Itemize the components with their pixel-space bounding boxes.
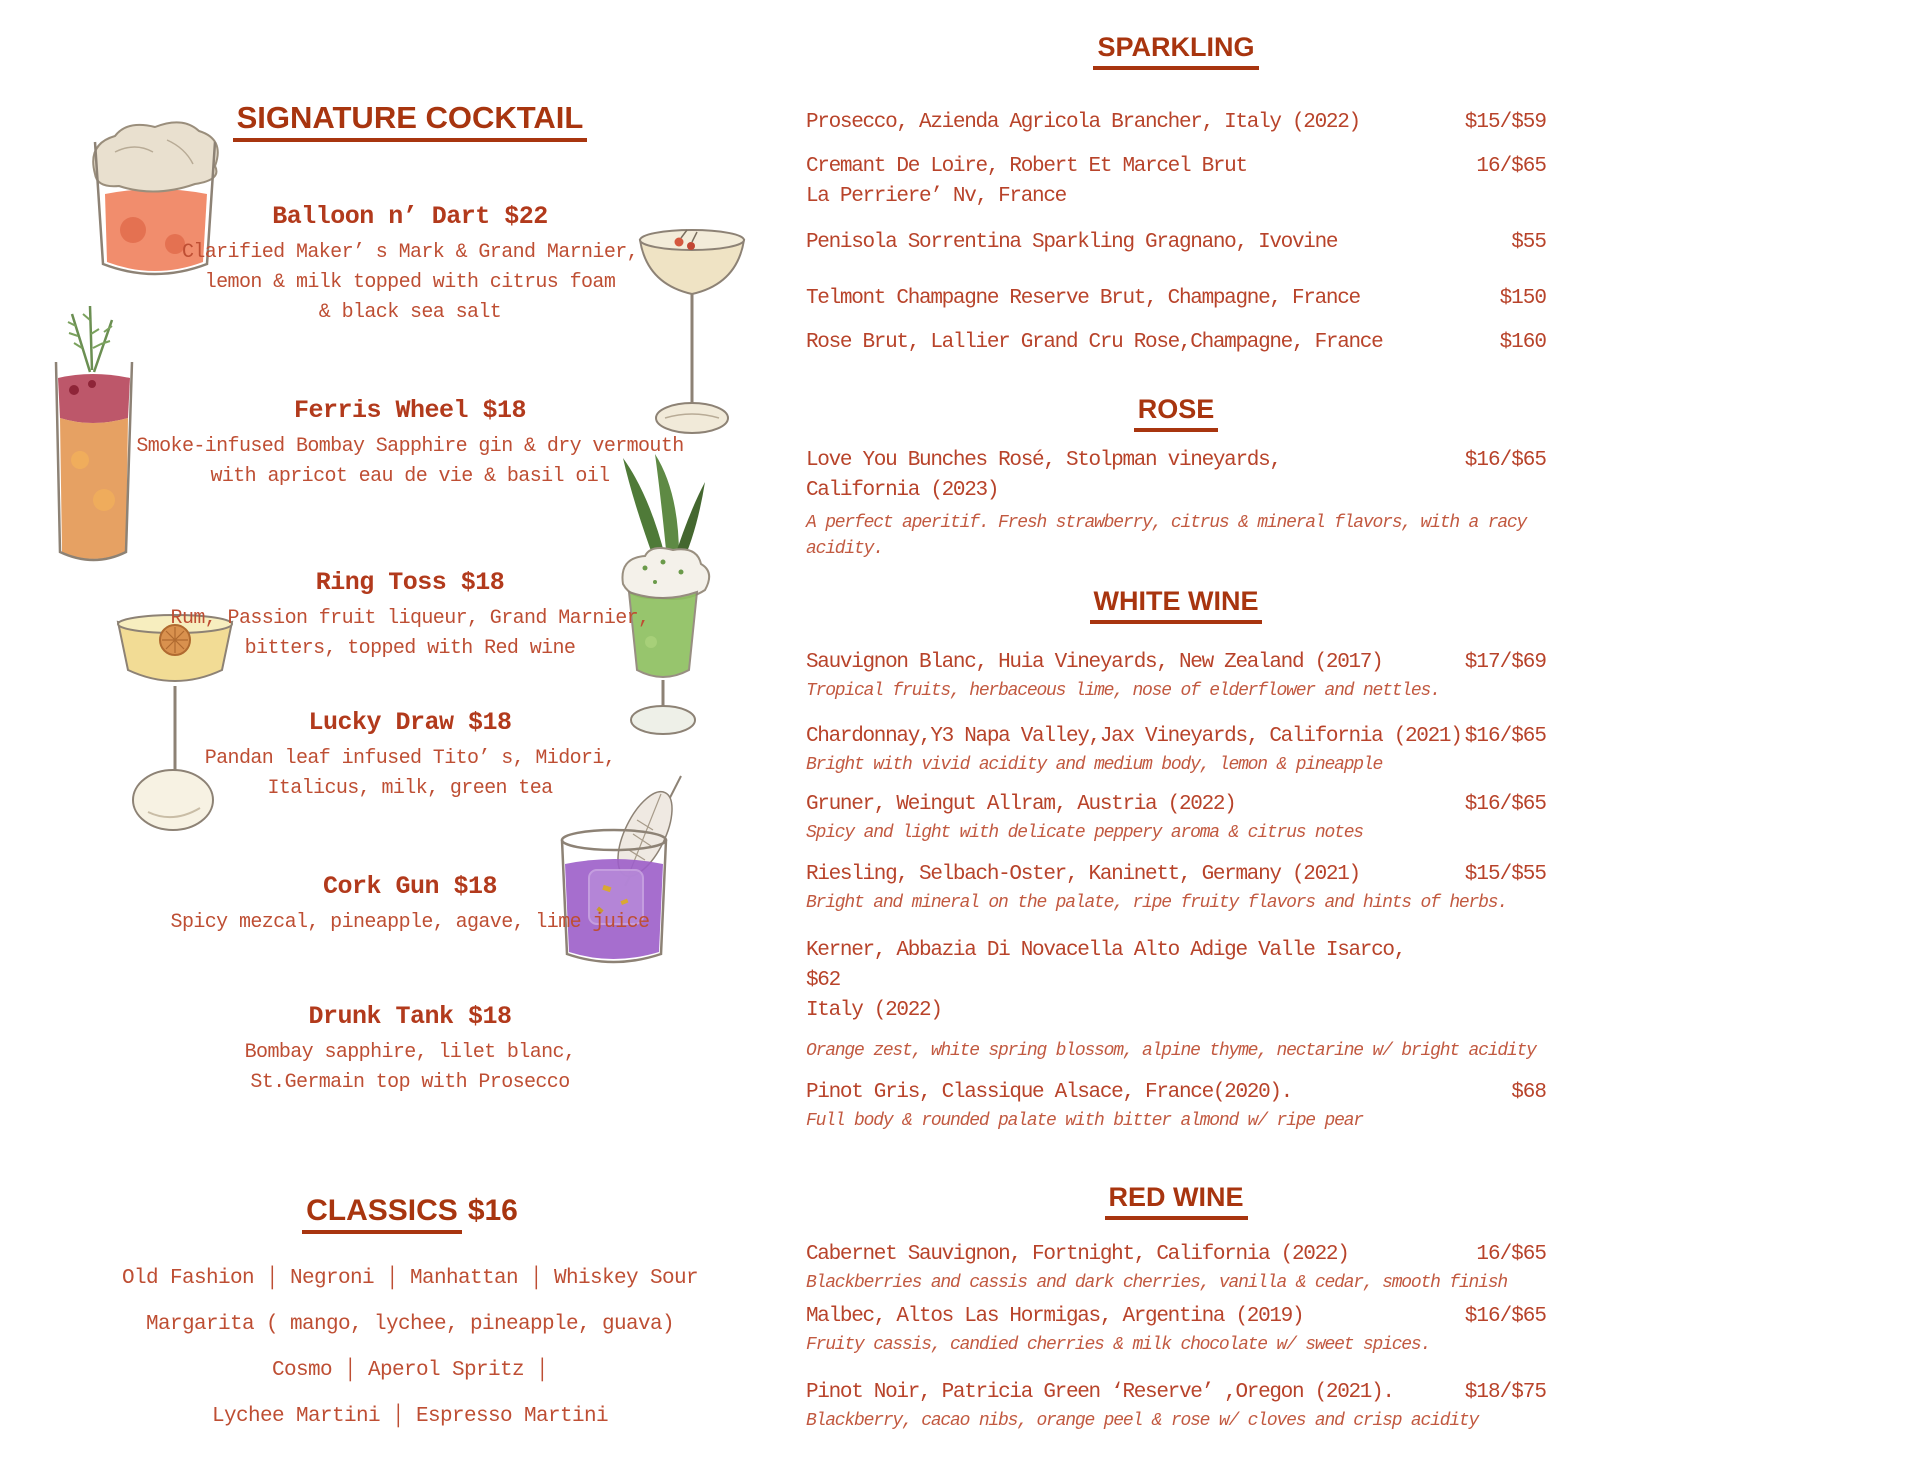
cocktail-description-line: Smoke-infused Bombay Sapphire gin & dry vermouth: [136, 435, 684, 458]
wine-description: Spicy and light with delicate peppery aroma & citrus notes: [806, 823, 1363, 843]
wine-name-line: La Perriere’ Nv, France: [806, 185, 1066, 208]
wine-price: $15/$55: [1464, 863, 1546, 886]
wine-row: [806, 722, 1546, 752]
wine-row: [806, 790, 1546, 820]
rose-heading-text: ROSE: [1134, 392, 1219, 432]
classics-list: [60, 1256, 760, 1440]
wine-row: [806, 228, 1546, 258]
cocktail-item-balloon-n-dart: [60, 200, 760, 328]
wine-description: Blackberries and cassis and dark cherries, vanilla & cedar, smooth finish: [806, 1273, 1507, 1293]
wine-row: [806, 936, 1546, 1026]
wine-row: [806, 152, 1546, 212]
classics-line: Lychee Martini │ Espresso Martini: [211, 1405, 609, 1428]
cocktail-item-drunk-tank: [60, 1000, 760, 1098]
red-wine-heading: [806, 1180, 1546, 1220]
wine-description: Tropical fruits, herbaceous lime, nose of elderflower and nettles.: [806, 681, 1440, 701]
white-wine-heading-text: WHITE WINE: [1090, 584, 1263, 624]
wine-row: [806, 1378, 1546, 1408]
signature-cocktail-heading-text: SIGNATURE COCKTAIL: [233, 100, 588, 142]
cocktail-description: [60, 908, 760, 938]
wine-name: [806, 108, 1360, 138]
classics-line: Old Fashion │ Negroni │ Manhattan │ Whiskey Sour: [121, 1267, 699, 1290]
signature-cocktail-column: [60, 0, 760, 1440]
cocktail-name: Ring Toss $18: [315, 568, 505, 597]
classics-price: $16: [467, 1194, 518, 1227]
cocktail-item-ring-toss: [60, 566, 760, 664]
wine-description: [806, 510, 1546, 562]
cocktail-item-cork-gun: [60, 870, 760, 938]
cocktail-description-line: Pandan leaf infused Tito’ s, Midori,: [204, 747, 616, 770]
wine-name: [806, 446, 1281, 506]
white-wine-heading: [806, 584, 1546, 624]
wine-name-line: Prosecco, Azienda Agricola Brancher, Italy (2022): [806, 111, 1360, 134]
wine-row: [806, 284, 1546, 314]
wine-name-line: California (2023): [806, 479, 999, 502]
wine-name-line: Penisola Sorrentina Sparkling Gragnano, Ivovine: [806, 231, 1338, 254]
cocktail-name: Lucky Draw $18: [308, 708, 512, 737]
cocktail-description: [60, 238, 760, 328]
wine-row: [806, 860, 1546, 890]
wine-name-line: Cabernet Sauvignon, Fortnight, California (2022): [806, 1243, 1349, 1266]
rose-heading: [806, 392, 1546, 432]
signature-cocktail-heading: [60, 100, 760, 142]
wine-row: [806, 108, 1546, 138]
wine-name-line: Rose Brut, Lallier Grand Cru Rose,Champagne, France: [806, 331, 1383, 354]
red-wine-heading-text: RED WINE: [1105, 1180, 1248, 1220]
wine-description: Blackberry, cacao nibs, orange peel & rose w/ cloves and crisp acidity: [806, 1411, 1479, 1431]
wine-price: $55: [1511, 231, 1546, 254]
wine-row: [806, 1302, 1546, 1332]
cocktail-description-line: Bombay sapphire, lilet blanc,: [244, 1041, 576, 1064]
cocktail-description-line: Clarified Maker’ s Mark & Grand Marnier,: [181, 241, 639, 264]
wine-price: $16/$65: [1464, 449, 1546, 472]
wine-name: [806, 790, 1235, 820]
wine-price: $18/$75: [1464, 1381, 1546, 1404]
wine-price: $150: [1499, 287, 1546, 310]
wine-row: [806, 446, 1546, 506]
wine-name: [806, 1378, 1394, 1408]
wine-name-line: Kerner, Abbazia Di Novacella Alto Adige Valle Isarco,: [806, 939, 1406, 962]
cocktail-description-line: St.Germain top with Prosecco: [250, 1071, 570, 1094]
wine-name: [806, 1078, 1292, 1108]
wine-row: [806, 648, 1546, 678]
cocktail-description-line: lemon & milk topped with citrus foam: [204, 271, 616, 294]
wine-description: Bright with vivid acidity and medium body, lemon & pineapple: [806, 755, 1383, 775]
wine-name-line: Cremant De Loire, Robert Et Marcel Brut: [806, 155, 1247, 178]
wine-name-line: Chardonnay,Y3 Napa Valley,Jax Vineyards, California (2021): [806, 725, 1462, 748]
wine-price: 16/$65: [1476, 1243, 1546, 1266]
wine-description: Fruity cassis, candied cherries & milk chocolate w/ sweet spices.: [806, 1335, 1431, 1355]
wine-name-line: Riesling, Selbach-Oster, Kaninett, Germany (2021): [806, 863, 1360, 886]
wine-price: $16/$65: [1464, 725, 1546, 748]
sparkling-heading: [806, 30, 1546, 70]
cocktail-name: Cork Gun $18: [322, 872, 498, 901]
wine-description: Full body & rounded palate with bitter almond w/ ripe pear: [806, 1111, 1363, 1131]
cocktail-description-line: Spicy mezcal, pineapple, agave, lime juice: [170, 911, 650, 934]
wine-description-line: A perfect aperitif. Fresh strawberry, citrus & mineral flavors, with a racy: [806, 513, 1527, 533]
wine-name: [806, 648, 1382, 678]
wine-name-line: Love You Bunches Rosé, Stolpman vineyards,: [806, 449, 1281, 472]
wine-description: Orange zest, white spring blossom, alpine thyme, nectarine w/ bright acidity: [806, 1041, 1536, 1061]
wine-name: [806, 1240, 1349, 1270]
wine-row: [806, 1240, 1546, 1270]
wine-list-column: [806, 0, 1546, 1434]
wine-price: $17/$69: [1464, 651, 1546, 674]
cocktail-description: [60, 604, 760, 664]
wine-name: [806, 860, 1360, 890]
cocktail-description-line: with apricot eau de vie & basil oil: [210, 465, 610, 488]
cocktail-description-line: Italicus, milk, green tea: [267, 777, 553, 800]
wine-price: $15/$59: [1464, 111, 1546, 134]
sparkling-heading-text: SPARKLING: [1093, 30, 1258, 70]
classics-line: Margarita ( mango, lychee, pineapple, guava): [145, 1313, 675, 1336]
wine-name-line: Malbec, Altos Las Hormigas, Argentina (2019): [806, 1305, 1304, 1328]
cocktail-item-ferris-wheel: [60, 394, 760, 492]
wine-name: [806, 936, 1405, 1026]
wine-price: $16/$65: [1464, 1305, 1546, 1328]
cocktail-description: [60, 432, 760, 492]
wine-name: [806, 228, 1337, 258]
cocktail-item-lucky-draw: [60, 706, 760, 804]
classics-heading: [60, 1194, 760, 1234]
wine-name-line: Sauvignon Blanc, Huia Vineyards, New Zealand (2017): [806, 651, 1383, 674]
wine-description: Bright and mineral on the palate, ripe fruity flavors and hints of herbs.: [806, 893, 1507, 913]
cocktail-name: Ferris Wheel $18: [293, 396, 527, 425]
wine-row: [806, 328, 1546, 358]
classics-heading-text: CLASSICS: [302, 1194, 462, 1234]
wine-name: [806, 722, 1462, 752]
wine-name-line: Gruner, Weingut Allram, Austria (2022): [806, 793, 1236, 816]
wine-name: [806, 328, 1382, 358]
wine-price: $16/$65: [1464, 793, 1546, 816]
classics-line: Cosmo │ Aperol Spritz │: [271, 1359, 549, 1382]
wine-name-line: Pinot Noir, Patricia Green ‘Reserve’ ,Oregon (2021).: [806, 1381, 1394, 1404]
cocktail-description-line: Rum, Passion fruit liqueur, Grand Marnier,: [170, 607, 650, 630]
cocktail-description: [60, 744, 760, 804]
wine-row: [806, 1078, 1546, 1108]
wine-name-line: Italy (2022): [806, 999, 942, 1022]
cocktail-description-line: & black sea salt: [318, 301, 502, 324]
wine-name-line: $62: [806, 969, 840, 992]
wine-price: $160: [1499, 331, 1546, 354]
wine-name: [806, 284, 1360, 314]
wine-name: [806, 1302, 1303, 1332]
wine-price: 16/$65: [1476, 155, 1546, 178]
wine-price: $68: [1511, 1081, 1546, 1104]
wine-name-line: Pinot Gris, Classique Alsace, France(2020).: [806, 1081, 1292, 1104]
cocktail-description-line: bitters, topped with Red wine: [244, 637, 576, 660]
cocktail-name: Balloon n’ Dart $22: [272, 202, 548, 231]
cocktail-description: [60, 1038, 760, 1098]
wine-name-line: Telmont Champagne Reserve Brut, Champagne, France: [806, 287, 1360, 310]
wine-name: [806, 152, 1247, 212]
wine-description-line: acidity.: [806, 539, 883, 559]
cocktail-name: Drunk Tank $18: [308, 1002, 512, 1031]
